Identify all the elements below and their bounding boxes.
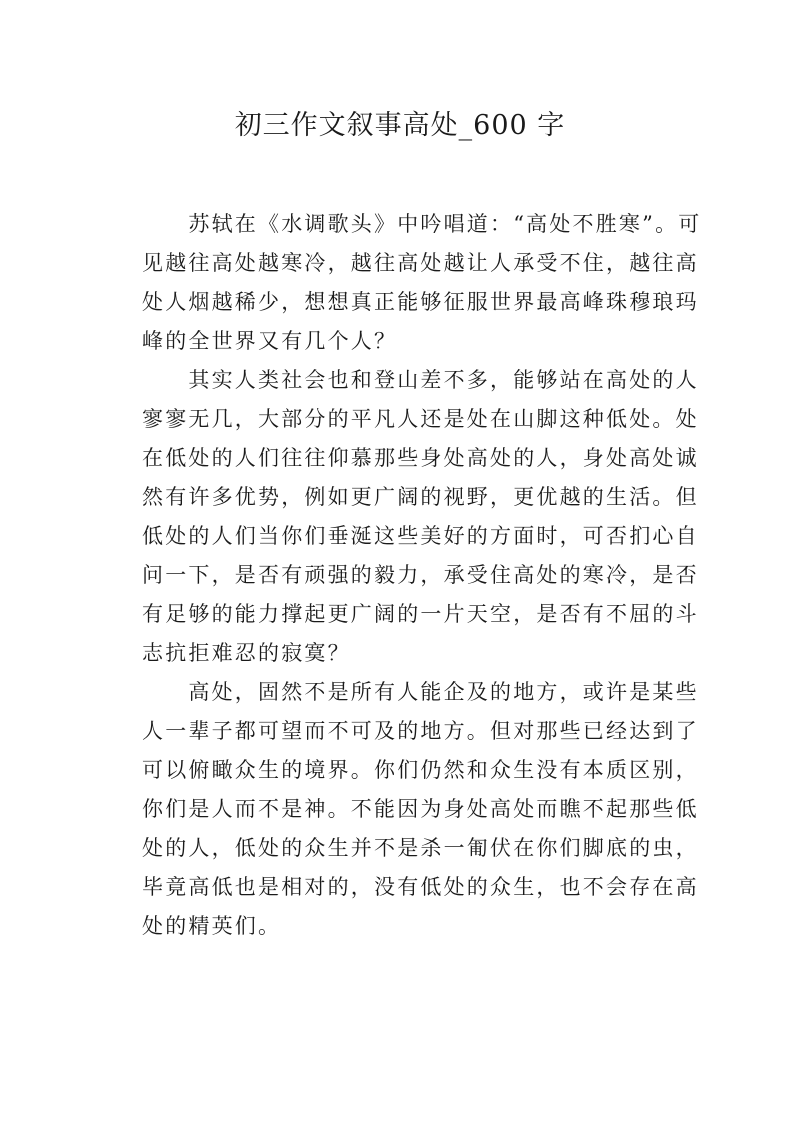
document-title: 初三作文叙事高处_600 字 [234,110,566,141]
text-line: 见越往高处越寒冷，越往高处越让人承受不住，越往高 [142,251,699,275]
text-line: 处的精英们。 [142,914,282,938]
text-line: 人一辈子都可望而不可及的地方。但对那些已经达到了 [142,719,699,743]
paragraph-1 [142,205,702,361]
text-line: 其实人类社会也和登山差不多，能够站在高处的人 [142,368,699,392]
text-line: 你们是人而不是神。不能因为身处高处而瞧不起那些低 [142,797,699,821]
text-line: 志抗拒难忍的寂寞？ [142,641,351,665]
text-line: 然有许多优势，例如更广阔的视野，更优越的生活。但 [142,485,699,509]
text-line: 问一下，是否有顽强的毅力，承受住高处的寒冷，是否 [142,563,699,587]
document-body [142,205,702,946]
text-line: 苏轼在《水调歌头》中吟唱道：“高处不胜寒”。可 [142,212,702,236]
text-line: 毕竟高低也是相对的，没有低处的众生，也不会存在高 [142,875,699,899]
text-line: 处的人，低处的众生并不是杀一匍伏在你们脚底的虫， [142,836,699,860]
text-line: 处人烟越稀少，想想真正能够征服世界最高峰珠穆琅玛 [142,290,699,314]
text-line: 在低处的人们往往仰慕那些身处高处的人，身处高处诚 [142,446,699,470]
text-line: 高处，固然不是所有人能企及的地方，或许是某些 [142,680,699,704]
paragraph-3 [142,673,699,946]
text-line: 峰的全世界又有几个人？ [142,329,398,353]
text-line: 寥寥无几，大部分的平凡人还是处在山脚这种低处。处 [142,407,699,431]
paragraph-2 [142,361,699,673]
text-line: 可以俯瞰众生的境界。你们仍然和众生没有本质区别， [142,758,699,782]
text-line: 有足够的能力撑起更广阔的一片天空，是否有不屈的斗 [142,602,699,626]
text-line: 低处的人们当你们垂涎这些美好的方面时，可否扪心自 [142,524,699,548]
